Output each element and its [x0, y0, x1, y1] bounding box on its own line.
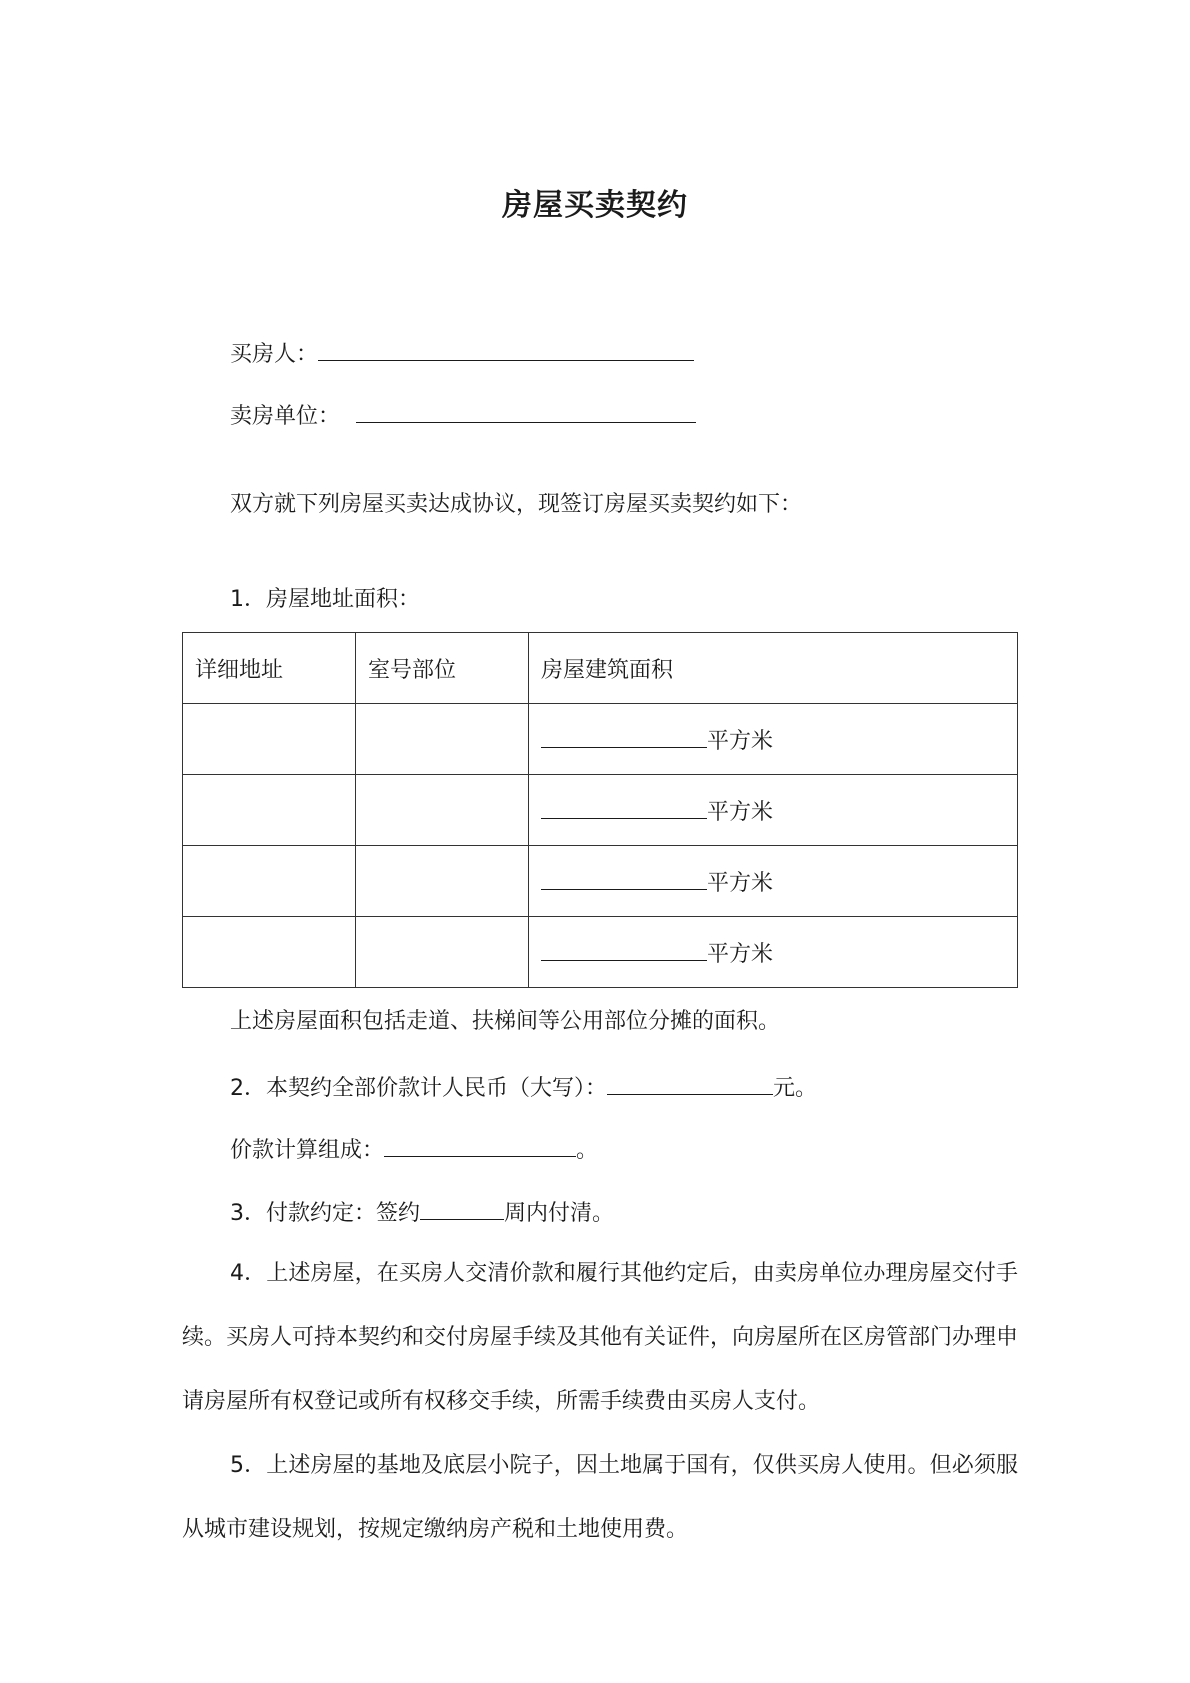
- calc-suffix: 。: [576, 1138, 599, 1163]
- address-cell[interactable]: [183, 704, 356, 775]
- buyer-line: [230, 336, 694, 370]
- price-blank[interactable]: [607, 1070, 773, 1095]
- section2-calc-line: [230, 1132, 598, 1166]
- table-row: [183, 775, 1018, 846]
- address-cell[interactable]: [183, 775, 356, 846]
- header-area: 房屋建筑面积: [529, 633, 1018, 704]
- area-cell: [529, 704, 1018, 775]
- table-row: [183, 846, 1018, 917]
- area-unit: 平方米: [707, 800, 774, 825]
- room-cell[interactable]: [356, 704, 529, 775]
- section4-paragraph: 4．上述房屋，在买房人交清价款和履行其他约定后，由卖房单位办理房屋交付手续。买房人可持本契约和交付房屋手续及其他有关证件，向房屋所在区房管部门办理申请房屋所有权登记或所有权移交手续，所需手续费由买房人支付。: [182, 1261, 1019, 1414]
- intro-text: 双方就下列房屋买卖达成协议，现签订房屋买卖契约如下：: [230, 492, 803, 517]
- area-note: 上述房屋面积包括走道、扶梯间等公用部位分摊的面积。: [230, 1009, 781, 1034]
- table-row: [183, 917, 1018, 988]
- table-row: [183, 704, 1018, 775]
- area-unit: 平方米: [707, 871, 774, 896]
- calc-blank[interactable]: [384, 1132, 576, 1157]
- seller-line: [230, 398, 696, 432]
- room-cell[interactable]: [356, 846, 529, 917]
- room-cell[interactable]: [356, 917, 529, 988]
- area-blank[interactable]: [541, 723, 707, 748]
- area-blank[interactable]: [541, 794, 707, 819]
- area-unit: 平方米: [707, 942, 774, 967]
- area-table: [182, 632, 1018, 988]
- weeks-blank[interactable]: [420, 1195, 504, 1220]
- area-blank[interactable]: [541, 865, 707, 890]
- area-unit: 平方米: [707, 729, 774, 754]
- area-cell: [529, 917, 1018, 988]
- section3-line: [230, 1195, 614, 1229]
- buyer-blank[interactable]: [318, 336, 694, 361]
- section1-heading: 1．房屋地址面积：: [230, 587, 420, 612]
- payment-label: 3．付款约定：签约: [230, 1201, 420, 1226]
- address-cell[interactable]: [183, 917, 356, 988]
- price-suffix: 元。: [773, 1076, 818, 1101]
- payment-suffix: 周内付清。: [504, 1201, 615, 1226]
- area-blank[interactable]: [541, 936, 707, 961]
- address-cell[interactable]: [183, 846, 356, 917]
- header-address: 详细地址: [183, 633, 356, 704]
- area-cell: [529, 775, 1018, 846]
- price-label: 2．本契约全部价款计人民币（大写）：: [230, 1076, 607, 1101]
- room-cell[interactable]: [356, 775, 529, 846]
- table-header-row: [183, 633, 1018, 704]
- calc-label: 价款计算组成：: [230, 1138, 385, 1163]
- area-cell: [529, 846, 1018, 917]
- buyer-label: 买房人：: [230, 342, 319, 367]
- seller-label: 卖房单位：: [230, 404, 341, 429]
- section2-price-line: [230, 1070, 817, 1104]
- header-room: 室号部位: [356, 633, 529, 704]
- seller-blank[interactable]: [356, 398, 696, 423]
- section5-paragraph: 5．上述房屋的基地及底层小院子，因土地属于国有，仅供买房人使用。但必须服从城市建设规划，按规定缴纳房产税和土地使用费。: [182, 1453, 1018, 1542]
- page-title: 房屋买卖契约: [502, 188, 688, 223]
